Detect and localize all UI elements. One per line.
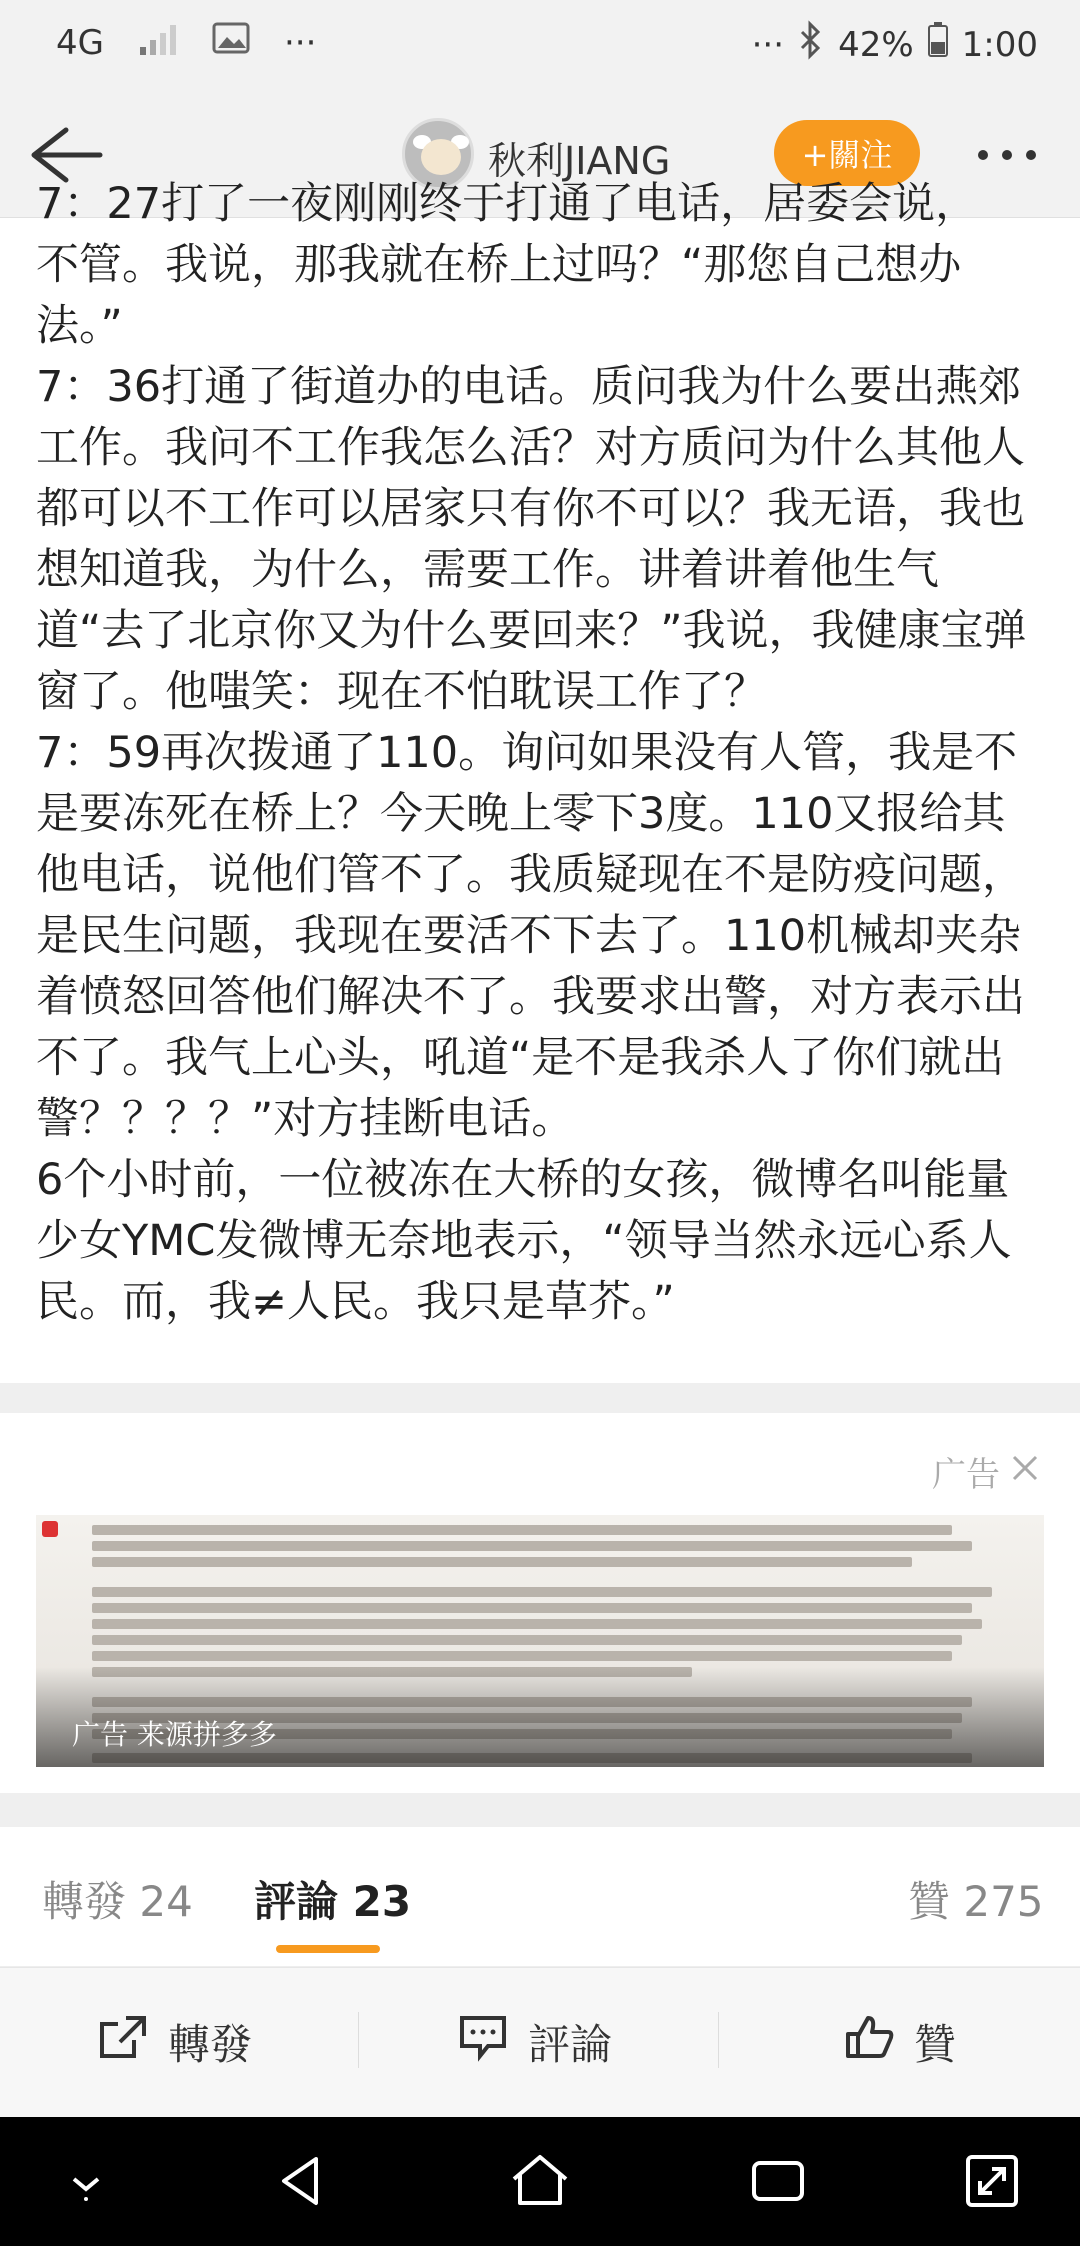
post-paragraph: 6个小时前，一位被冻在大桥的女孩，微博名叫能量少女YMC发微博无奈地表示，“领导当然永远心系人民。而，我≠人民。我只是草芥。” [36, 1155, 1012, 1327]
ad-caption: 广告 来源拼多多 [72, 1718, 277, 1751]
like-label: 贊 [914, 2020, 957, 2069]
username[interactable]: 秋利JIANG [488, 139, 671, 183]
post-clipped-line: 7：27打了一夜刚刚终于打通了电话，居委会说， [36, 179, 979, 229]
tab-comments[interactable]: 評論 23 [254, 1877, 412, 1926]
tab-reposts[interactable]: 轉發 24 [42, 1877, 193, 1926]
image-icon [212, 22, 250, 63]
battery-icon [928, 22, 948, 67]
signal-icon [138, 23, 178, 63]
divider [718, 2012, 719, 2068]
battery-percent: 42% [838, 24, 914, 65]
bluetooth-icon [798, 22, 824, 67]
thumbs-up-icon [844, 2014, 894, 2070]
recent-apps-icon[interactable] [746, 2149, 810, 2213]
bottom-action-bar [0, 1967, 1080, 2117]
doc-line [92, 1541, 972, 1551]
divider [358, 2012, 359, 2068]
active-tab-indicator [276, 1945, 380, 1953]
avatar-face [421, 139, 461, 175]
section-divider [0, 1793, 1080, 1827]
clock: 1:00 [961, 24, 1038, 65]
section-divider [0, 1383, 1080, 1413]
follow-button[interactable]: +關注 [774, 120, 920, 186]
network-indicator: 4G [56, 22, 104, 63]
system-nav-bar [0, 2117, 1080, 2246]
ad-logo-icon [42, 1521, 58, 1537]
nav-back-icon[interactable] [270, 2149, 334, 2213]
doc-line [92, 1557, 912, 1567]
like-button[interactable] [844, 2012, 956, 2072]
ad-caption-overlay [36, 1667, 1044, 1767]
tab-likes[interactable]: 贊 275 [908, 1877, 1044, 1926]
more-options-icon[interactable] [978, 130, 1058, 180]
comment-icon [458, 2014, 508, 2070]
ad-card[interactable] [0, 1413, 1080, 1793]
doc-line [92, 1603, 972, 1613]
more-notifications: ··· [283, 22, 317, 63]
post-paragraph: 7：36打通了街道办的电话。质问我为什么要出燕郊工作。我问不工作我怎么活？对方质问为什么其他人都可以不工作可以居家只有你不可以？我无语，我也想知道我，为什么，需要工作。讲着讲着他生气道“去了北京你又为什么要回来？”我说，我健康宝弹窗了。他嗤笑：现在不怕耽误工作了？ [36, 362, 1027, 717]
repost-label: 轉發 [168, 2020, 253, 2069]
chevron-down-icon[interactable] [54, 2149, 118, 2213]
ad-label-text: 广告 [932, 1455, 1000, 1495]
post-paragraph: 不管。我说，那我就在桥上过吗？“那您自己想办法。” [36, 240, 962, 351]
share-icon [98, 2014, 148, 2070]
doc-line [92, 1651, 952, 1661]
expand-icon[interactable] [960, 2149, 1024, 2213]
post-paragraph: 7：59再次拨通了110。询问如果没有人管，我是不是要冻死在桥上？今天晚上零下3度。110又报给其他电话，说他们管不了。我质疑现在不是防疫问题，是民生问题，我现在要活不下去了。110机械却夹杂着愤怒回答他们解决不了。我要求出警，对方表示出不了。我气上心头，吼道“是不是我杀人了你们就出警？？？？”对方挂断电话。 [36, 728, 1025, 1144]
doc-line [92, 1587, 992, 1597]
ad-label [932, 1447, 1040, 1496]
doc-line [92, 1525, 952, 1535]
home-icon[interactable] [508, 2149, 572, 2213]
doc-line [92, 1635, 962, 1645]
post-stats-tabs [0, 1827, 1080, 1967]
post-body [36, 179, 1046, 1353]
comment-label: 評論 [528, 2020, 613, 2069]
repost-button[interactable] [98, 2012, 252, 2072]
close-icon[interactable] [1010, 1452, 1040, 1492]
doc-line [92, 1619, 982, 1629]
status-bar [0, 0, 1080, 90]
comment-button[interactable] [458, 2012, 612, 2072]
more-status: ··· [751, 24, 785, 65]
